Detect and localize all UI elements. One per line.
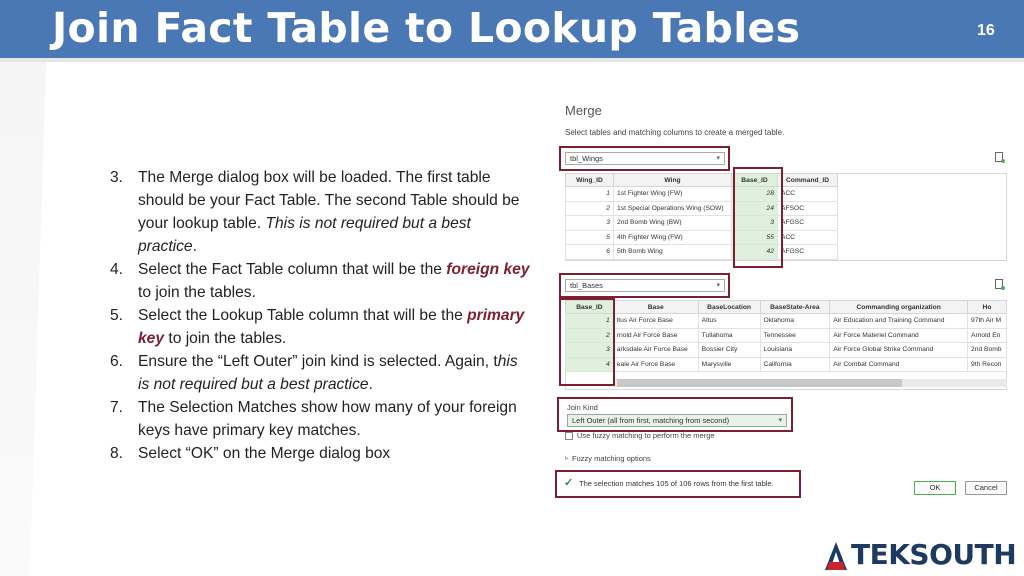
table-cell[interactable]: 2nd Bomb Wing (BW) <box>614 216 732 231</box>
table-cell[interactable]: Bossier City <box>698 343 760 358</box>
highlight-foreign-key-column <box>733 167 783 268</box>
table-cell[interactable]: Marysville <box>698 357 760 372</box>
table-cell[interactable]: 5 <box>566 230 614 245</box>
table-cell[interactable]: ltus Air Force Base <box>613 314 698 329</box>
table-cell[interactable]: Tullahoma <box>698 328 760 343</box>
table2-select-value: tbl_Bases <box>570 281 603 290</box>
fuzzy-checkbox[interactable] <box>565 432 573 440</box>
slide-title: Join Fact Table to Lookup Tables <box>52 4 801 52</box>
instruction-item <box>110 396 530 442</box>
table-row <box>566 245 838 260</box>
key-term: foreign key <box>446 261 530 278</box>
table-row <box>566 216 838 231</box>
preview-file-icon[interactable] <box>995 152 1003 162</box>
instruction-text: . <box>192 238 197 255</box>
table-cell[interactable]: 4 <box>566 357 614 372</box>
chevron-down-icon: ▾ <box>716 282 720 289</box>
check-icon: ✓ <box>564 477 574 489</box>
instruction-text: his is not required but a best practice <box>138 353 518 393</box>
instruction-item <box>110 442 530 465</box>
table-cell[interactable]: 1 <box>566 314 614 329</box>
table-cell[interactable]: 2 <box>566 328 614 343</box>
table-cell[interactable]: 2nd Bomb <box>968 343 1007 358</box>
table-row <box>566 187 838 202</box>
column-header[interactable]: BaseLocation <box>698 301 760 314</box>
instruction-item <box>110 258 530 304</box>
join-kind-value: Left Outer (all from first, matching from second) <box>572 416 730 425</box>
table-row <box>566 328 1007 343</box>
expand-triangle-icon[interactable]: ▹ <box>565 455 569 462</box>
teksouth-logo <box>823 538 1015 572</box>
table-cell[interactable]: 97th Air M <box>968 314 1007 329</box>
table-cell[interactable]: 5th Bomb Wing <box>614 245 732 260</box>
cancel-button[interactable]: Cancel <box>965 481 1007 495</box>
highlight-match-status <box>555 470 801 498</box>
column-header[interactable]: Base_ID <box>732 174 778 187</box>
column-header[interactable]: Wing <box>614 174 732 187</box>
scrollbar-thumb[interactable] <box>617 379 902 387</box>
table-cell[interactable]: 55 <box>732 230 778 245</box>
table-cell[interactable]: AFGSC <box>778 216 838 231</box>
match-status: The selection matches 105 of 106 rows from the first table. <box>579 479 774 488</box>
ok-button[interactable]: OK <box>914 481 956 495</box>
table-cell[interactable]: California <box>760 357 830 372</box>
chevron-down-icon: ▾ <box>778 417 782 424</box>
table-cell[interactable]: 6 <box>566 245 614 260</box>
table-cell[interactable]: Arnold En <box>968 328 1007 343</box>
instruction-text: Ensure the “Left Outer” join kind is selected. Again, t <box>138 353 498 370</box>
table-row <box>566 201 838 216</box>
chevron-down-icon: ▾ <box>716 155 720 162</box>
column-header[interactable]: Command_ID <box>778 174 838 187</box>
column-header[interactable]: BaseState-Area <box>760 301 830 314</box>
column-header[interactable]: Ho <box>968 301 1007 314</box>
instruction-list <box>110 166 530 465</box>
table-cell[interactable]: ACC <box>778 230 838 245</box>
fuzzy-checkbox-label: Use fuzzy matching to perform the merge <box>577 431 715 440</box>
table-row <box>566 230 838 245</box>
table2-clip <box>565 300 1007 376</box>
instruction-text: Select “OK” on the Merge dialog box <box>138 445 391 462</box>
table-cell[interactable]: 3 <box>732 216 778 231</box>
instruction-text: The Selection Matches show how many of your foreign keys have primary key matches. <box>138 399 517 439</box>
instruction-text: Select the Lookup Table column that will be the <box>138 307 468 324</box>
table1-select-value: tbl_Wings <box>570 154 603 163</box>
table-cell[interactable]: AFGSC <box>778 245 838 260</box>
join-kind-label: Join Kind <box>567 403 598 412</box>
instruction-number: 3. <box>110 169 124 186</box>
table-cell[interactable]: Altus <box>698 314 760 329</box>
table2-preview <box>565 300 1007 372</box>
table-cell[interactable]: eale Air Force Base <box>613 357 698 372</box>
highlight-primary-key-column <box>559 298 615 386</box>
instruction-number: 5. <box>110 307 124 324</box>
preview-file-icon[interactable] <box>995 279 1003 289</box>
table-cell[interactable]: Louisiana <box>760 343 830 358</box>
column-header[interactable]: Base <box>613 301 698 314</box>
slide-number: 16 <box>977 22 995 39</box>
table-row <box>566 314 1007 329</box>
instruction-text: to join the tables. <box>164 330 287 347</box>
table-cell[interactable]: rnold Air Force Base <box>613 328 698 343</box>
table-cell[interactable]: Oklahoma <box>760 314 830 329</box>
logo-text: TEKSOUTH <box>851 538 1017 571</box>
dialog-title: Merge <box>565 103 602 118</box>
table-cell[interactable]: 3 <box>566 343 614 358</box>
decorative-ribbon <box>0 0 48 576</box>
highlight-table1-select <box>559 146 730 171</box>
dialog-subtitle: Select tables and matching columns to create a merged table. <box>565 128 785 137</box>
table-cell[interactable]: Air Education and Training Command <box>830 314 968 329</box>
table-cell[interactable]: 1 <box>566 187 614 202</box>
instruction-number: 7. <box>110 399 124 416</box>
table-cell[interactable]: 1st Special Operations Wing (SOW) <box>614 201 732 216</box>
table-cell[interactable]: 1st Fighter Wing (FW) <box>614 187 732 202</box>
table-cell[interactable]: 2 <box>566 201 614 216</box>
key-term: primary key <box>138 307 525 347</box>
table-cell[interactable]: Tennessee <box>760 328 830 343</box>
table-cell[interactable]: ACC <box>778 187 838 202</box>
table-cell[interactable]: 3 <box>566 216 614 231</box>
instruction-text: This is not required but a best practice <box>138 215 471 255</box>
instruction-number: 4. <box>110 261 124 278</box>
table-cell[interactable]: Air Force Materiel Command <box>830 328 968 343</box>
table1-preview <box>565 173 838 260</box>
table-cell[interactable]: 28 <box>732 187 778 202</box>
table-cell[interactable]: 24 <box>732 201 778 216</box>
table-cell[interactable]: 4th Fighter Wing (FW) <box>614 230 732 245</box>
table-cell[interactable]: Air Force Global Strike Command <box>830 343 968 358</box>
column-header[interactable]: Wing_ID <box>566 174 614 187</box>
instruction-number: 6. <box>110 353 124 370</box>
fuzzy-options-toggle[interactable]: Fuzzy matching options <box>572 454 651 463</box>
highlight-table2-select <box>559 273 730 298</box>
instruction-text: to join the tables. <box>138 284 256 301</box>
highlight-join-kind <box>557 397 793 432</box>
instruction-text: Select the Fact Table column that will be the <box>138 261 447 278</box>
column-header[interactable]: Commanding organization <box>830 301 968 314</box>
table-row <box>566 357 1007 372</box>
title-bar-shadow <box>0 58 1024 62</box>
table-cell[interactable]: Air Combat Command <box>830 357 968 372</box>
instruction-text: The Merge dialog box will be loaded. The first table should be your Fact Table. The second Table should be your lookup table. <box>138 169 520 232</box>
instruction-item <box>110 304 530 350</box>
instruction-item <box>110 350 530 396</box>
table-cell[interactable]: AFSOC <box>778 201 838 216</box>
logo-mark-icon <box>823 540 849 574</box>
instruction-number: 8. <box>110 445 124 462</box>
table-row <box>566 343 1007 358</box>
table-cell[interactable]: arksdale Air Force Base <box>613 343 698 358</box>
instruction-text: . <box>368 376 373 393</box>
column-header[interactable]: Base_ID <box>566 301 614 314</box>
table-cell[interactable]: 42 <box>732 245 778 260</box>
table-cell[interactable]: 9th Recon <box>968 357 1007 372</box>
instruction-item <box>110 166 530 258</box>
